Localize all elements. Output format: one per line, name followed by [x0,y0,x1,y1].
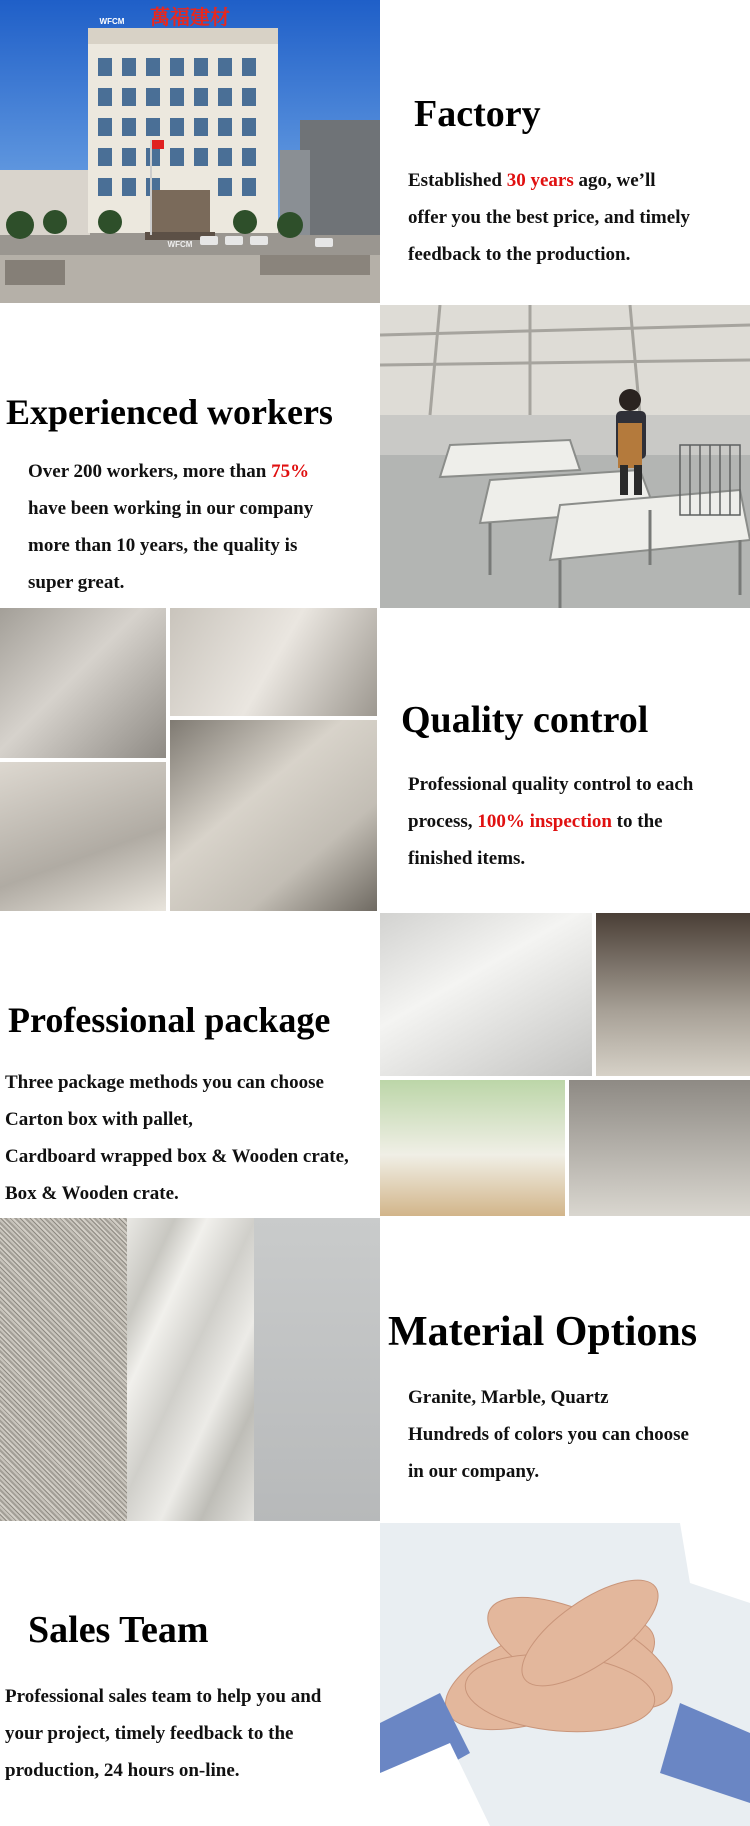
collage-photo-edge [170,608,377,716]
granite-sample [0,1218,127,1521]
workers-line-2: have been working in our company [28,498,314,519]
sales-title: Sales Team [28,1609,209,1651]
package-line-1: Three package methods you can choose [5,1072,324,1093]
rooftop-sign: 萬福建材 [150,5,230,29]
factory-text-before: Established [408,170,507,191]
quality-text-after: to the [611,811,663,832]
marble-sample [127,1218,254,1521]
team-hands-photo [380,1523,750,1826]
workshop-photo [380,305,750,608]
workers-line-1 [28,453,309,491]
factory-text-after: ago, we’ll [573,170,656,191]
sales-line-2: your project, timely feedback to the [5,1723,294,1744]
collage-photo-foam-packing [380,913,592,1076]
quality-section [0,608,750,911]
workers-highlight: 75% [271,461,310,482]
collage-photo-ruler [0,762,166,911]
workers-text-block [0,305,380,608]
collage-photo-container [596,913,750,1076]
package-line-4: Box & Wooden crate. [5,1183,179,1204]
sales-text-block [0,1523,380,1826]
package-text-block [0,913,380,1216]
workers-section [0,305,750,608]
factory-highlight: 30 years [506,170,574,191]
quality-text-block [380,608,750,911]
package-section [0,913,750,1216]
workers-line-4: super great. [28,572,125,593]
collage-photo-carton-pallets [380,1080,565,1216]
workers-line-3: more than 10 years, the quality is [28,535,298,556]
material-line-3: in our company. [408,1461,540,1482]
workshop-illustration [380,305,750,608]
quality-line-3: finished items. [408,848,526,869]
factory-line-2: offer you the best price, and timely [408,207,690,228]
team-hands-illustration [380,1523,750,1826]
factory-building-illustration [0,0,380,303]
quality-line-1: Professional quality control to each [408,774,694,795]
collage-photo-wooden-crate [569,1080,750,1216]
factory-text-block [380,0,750,303]
material-title: Material Options [388,1309,698,1355]
collage-photo-corner [170,720,377,911]
quality-highlight: 100% inspection [477,811,612,832]
factory-line-1 [408,162,656,200]
material-line-2: Hundreds of colors you can choose [408,1424,689,1445]
material-samples-photo [0,1218,380,1521]
quality-title: Quality control [401,699,649,741]
package-line-2: Carton box with pallet, [5,1109,193,1130]
workers-text-before: Over 200 workers, more than [28,461,272,482]
gate-label: WFCM [167,240,193,249]
quality-check-collage [0,608,380,911]
quality-line-2 [408,803,663,841]
quality-text-before: process, [408,811,478,832]
quartz-sample [254,1218,380,1521]
material-text-block [380,1218,750,1521]
package-line-3: Cardboard wrapped box & Wooden crate, [5,1146,349,1167]
collage-photo-measuring [0,608,166,758]
factory-line-3: feedback to the production. [408,244,631,265]
factory-title: Factory [414,93,541,135]
workers-title: Experienced workers [6,392,333,432]
sales-line-3: production, 24 hours on-line. [5,1760,240,1781]
sales-section [0,1523,750,1826]
factory-building-photo [0,0,380,303]
factory-section [0,0,750,303]
rooftop-sign-brand: WFCM [99,17,125,26]
package-title: Professional package [8,1000,331,1040]
material-highlight: Granite, Marble, Quartz [408,1387,609,1408]
material-section [0,1218,750,1521]
sales-line-1: Professional sales team to help you and [5,1686,322,1707]
package-collage [380,913,750,1216]
